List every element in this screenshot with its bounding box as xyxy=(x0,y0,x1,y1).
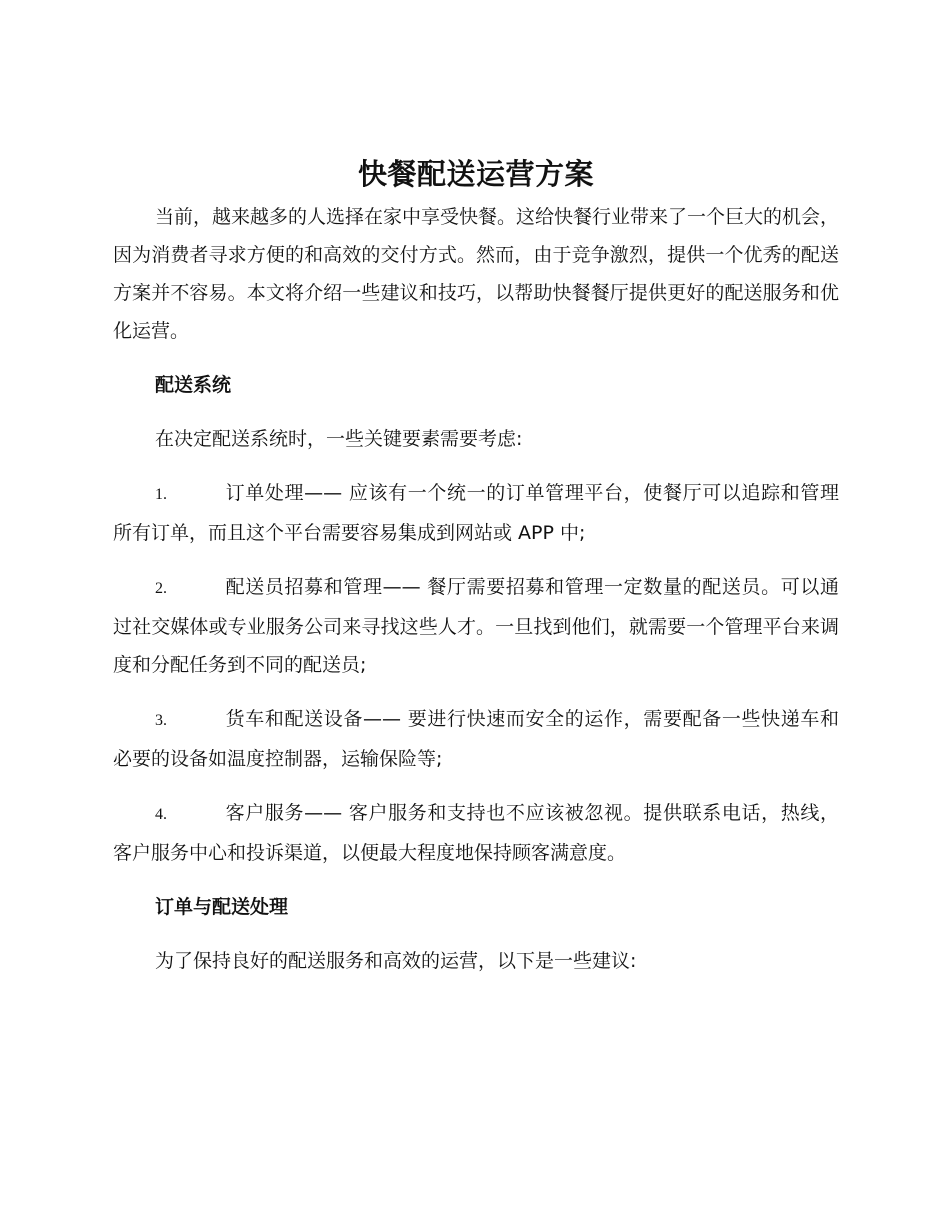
list-item xyxy=(113,474,839,552)
section-lead-delivery-system: 在决定配送系统时，一些关键要素需要考虑: xyxy=(155,428,523,450)
list-item-text: 货车和配送设备—— 要进行快速而安全的运作，需要配备一些快递车和必要的设备如温度控制器，运输保险等; xyxy=(113,708,839,770)
section-heading-order-processing: 订单与配送处理 xyxy=(155,896,289,918)
intro-paragraph: 当前，越来越多的人选择在家中享受快餐。这给快餐行业带来了一个巨大的机会，因为消费者寻求方便的和高效的交付方式。然而，由于竞争激烈，提供一个优秀的配送方案并不容易。本文将介绍一些建议和技巧，以帮助快餐餐厅提供更好的配送服务和优化运营。 xyxy=(113,206,840,342)
section-lead-order-processing: 为了保持良好的配送服务和高效的运营，以下是一些建议: xyxy=(155,950,637,972)
document-title: 快餐配送运营方案 xyxy=(357,157,594,191)
list-item-text: 订单处理—— 应该有一个统一的订单管理平台，使餐厅可以追踪和管理所有订单，而且这个平台需要容易集成到网站或 APP 中; xyxy=(113,482,839,544)
list-item xyxy=(113,568,839,684)
list-item-number: 3. xyxy=(155,712,167,729)
list-item-number: 2. xyxy=(155,580,167,597)
list-item xyxy=(113,794,839,872)
list-item-number: 1. xyxy=(155,486,167,503)
list-item-text: 配送员招募和管理—— 餐厅需要招募和管理一定数量的配送员。可以通过社交媒体或专业服务公司来寻找这些人才。一旦找到他们，就需要一个管理平台来调度和分配任务到不同的配送员; xyxy=(113,576,839,676)
section-heading-delivery-system: 配送系统 xyxy=(155,374,232,396)
document-content xyxy=(113,150,839,996)
list-item-number: 4. xyxy=(155,806,167,823)
list-item xyxy=(113,700,839,778)
list-item-text: 客户服务—— 客户服务和支持也不应该被忽视。提供联系电话，热线，客户服务中心和投诉渠道，以便最大程度地保持顾客满意度。 xyxy=(113,802,839,864)
